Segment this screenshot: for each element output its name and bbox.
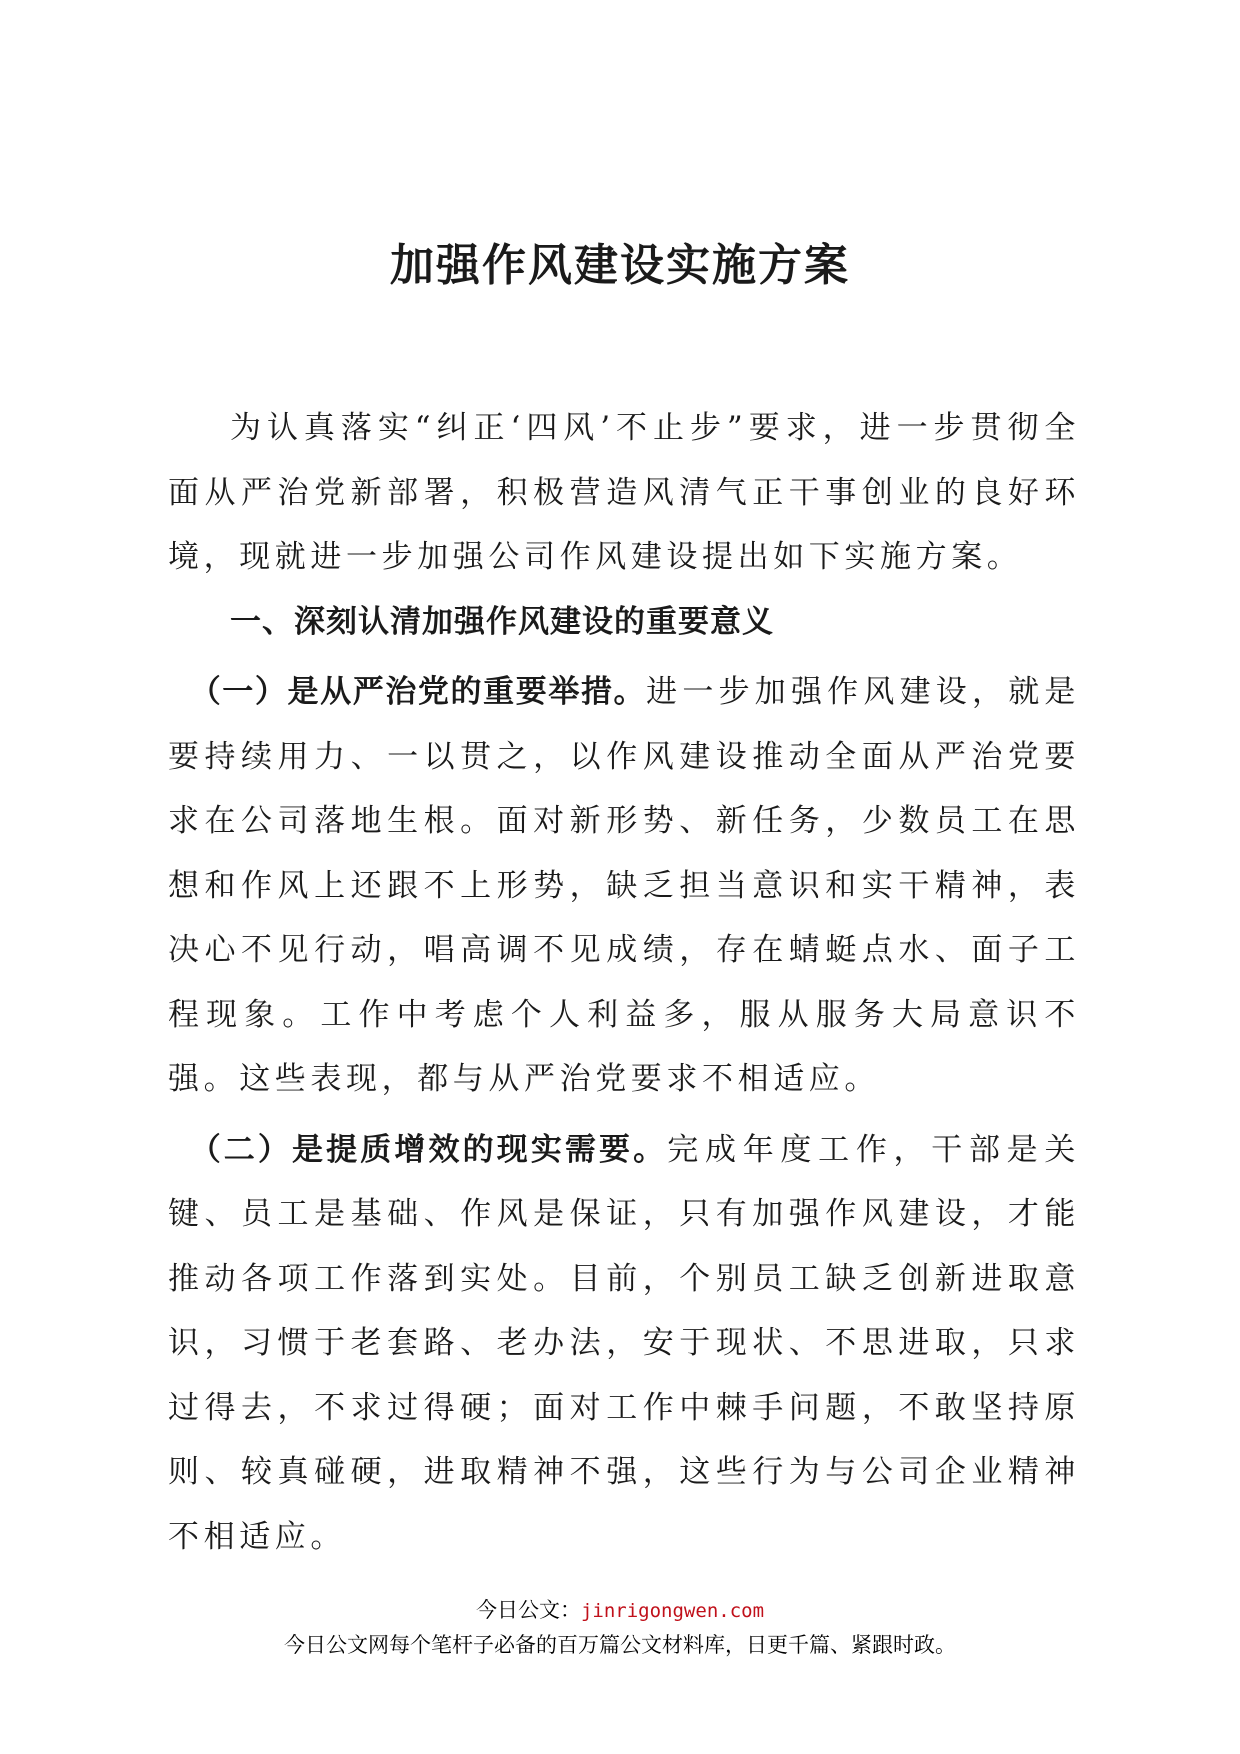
item-one-text: 进一步加强作风建设，就是要持续用力、一以贯之，以作风建设推动全面从严治党要求在公司落地生根。面对新形势、新任务，少数员工在思想和作风上还跟不上形势，缺乏担当意识和实干精神，表决心不见行动，唱高调不见成绩，存在蜻蜓点水、面子工程现象。工作中考虑个人利益多，服从服务大局意识不强。这些表现，都与从严治党要求不相适应。 xyxy=(168,674,1081,1097)
intro-paragraph: 为认真落实“纠正‘四风’不止步”要求，进一步贯彻全面从严治党新部署，积极营造风清气正干事创业的良好环境，现就进一步加强公司作风建设提出如下实施方案。 xyxy=(168,410,1080,575)
item-two-paragraph xyxy=(168,1118,1080,1570)
item-one-paragraph xyxy=(168,660,1080,1112)
section-heading: 一、深刻认清加强作风建设的重要意义 xyxy=(230,603,774,640)
footer-source xyxy=(0,1594,1240,1624)
document-body xyxy=(168,396,1080,1569)
item-one-lead: （一）是从严治党的重要举措。 xyxy=(189,674,647,710)
document-title: 加强作风建设实施方案 xyxy=(390,240,850,291)
footer-site-label: 今日公文： xyxy=(475,1598,581,1622)
item-two-text: 完成年度工作，干部是关键、员工是基础、作风是保证，只有加强作风建设，才能推动各项工作落到实处。目前，个别员工缺乏创新进取意识，习惯于老套路、老办法，安于现状、不思进取，只求过得去，不求过得硬；面对工作中棘手问题，不敢坚持原则、较真碰硬，进取精神不强，这些行为与公司企业精神不相适应。 xyxy=(168,1131,1080,1555)
footer-site-link[interactable]: jinrigongwen.com xyxy=(580,1600,765,1622)
item-two-lead: （二）是提质增效的现实需要。 xyxy=(189,1131,668,1168)
footer-slogan: 今日公文网每个笔杆子必备的百万篇公文材料库，日更千篇、紧跟时政。 xyxy=(284,1633,956,1657)
